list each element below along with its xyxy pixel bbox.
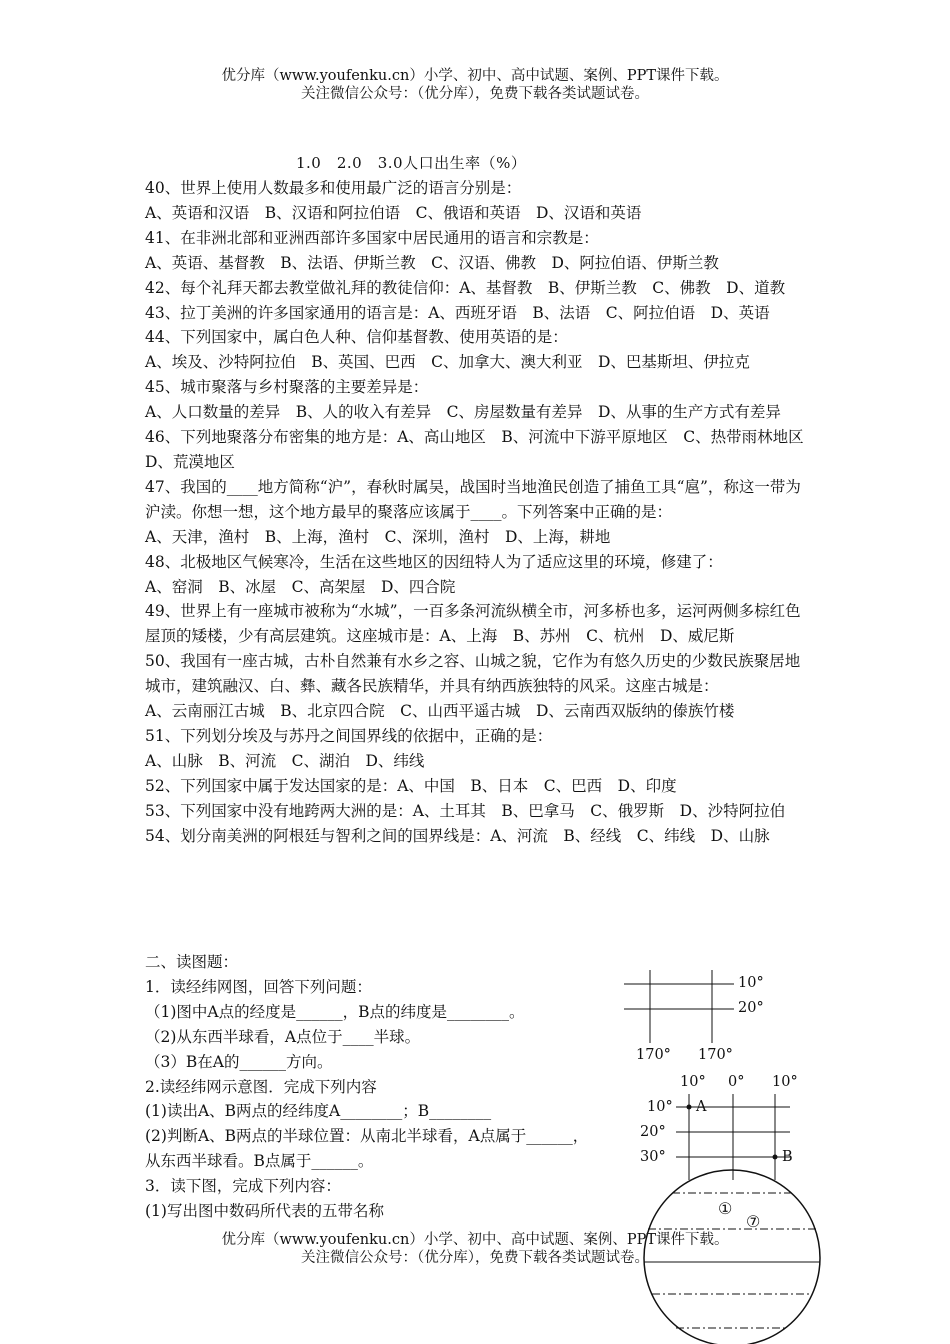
footer-line-2: 关注微信公众号：（优分库），免费下载各类试题试卷。 [301,1250,649,1266]
grid2-point-a-label: A [696,1099,707,1115]
reading-line: (1)读出A、B两点的经纬度A________；B________ [145,1102,492,1121]
grid2-lat-label: 20° [640,1124,666,1140]
question-line: 45、城市聚落与乡村聚落的主要差异是： [145,378,429,397]
grid1-lon-left-label: 170° [636,1047,671,1063]
question-line: 54、划分南美洲的阿根廷与智利之间的国界线是：A、河流 B、经线 C、纬线 D、山脉 [145,826,770,845]
question-line: A、人口数量的差异 B、人的收入有差异 C、房屋数量有差异 D、从事的生产方式有差异 [145,403,781,422]
zone-label-1: ① [718,1199,733,1218]
question-line: 49、世界上有一座城市被称为“水城”，一百多条河流纵横全市，河多桥也多，运河两侧多棕红色屋顶的矮楼，少有高层建筑。这座城市是：A、上海 B、苏州 C、杭州 D、威尼斯 [145,602,801,646]
question-line: 40、世界上使用人数最多和使用最广泛的语言分别是： [145,179,522,197]
footer-line-1: 优分库（www.youfenku.cn）小学、初中、高中试题、案例、PPT课件下载。 [221,1232,729,1248]
question-line: A、天津，渔村 B、上海，渔村 C、深圳，渔村 D、上海，耕地 [145,527,611,546]
question-line: A、埃及、沙特阿拉伯 B、英国、巴西 C、加拿大、澳大利亚 D、巴基斯坦、伊拉克 [145,353,750,372]
question-line: A、英语和汉语 B、汉语和阿拉伯语 C、俄语和英语 D、汉语和英语 [145,203,642,222]
question-line: 41、在非洲北部和亚洲西部许多国家中居民通用的语言和宗教是： [145,228,599,247]
question-line: 47、我国的____地方简称“沪”，春秋时属吴，战国时当地渔民创造了捕鱼工具“扈”，称这一带为沪渎。你想一想，这个地方最早的聚落应该属于____。下列答案中正确的是： [145,477,801,521]
reading-line: （1)图中A点的经度是______，B点的纬度是________。 [145,1002,525,1021]
question-line: A、窑洞 B、冰屋 C、高架屋 D、四合院 [145,577,456,596]
grid1-lat-bottom-label: 20° [738,1000,764,1016]
reading-line: 1．读经纬网图，回答下列问题： [145,977,372,996]
question-line: 51、下列划分埃及与苏丹之间国界线的依据中，正确的是： [145,726,553,745]
grid2-lon-label: 10° [772,1074,798,1090]
question-line: 42、每个礼拜天都去教堂做礼拜的教徒信仰：A、基督教 B、伊斯兰教 C、佛教 D、道教 [145,278,786,297]
grid2-lon-label: 10° [680,1074,706,1090]
reading-line: 2.读经纬网示意图．完成下列内容 [145,1077,377,1096]
reading-line: (1)写出图中数码所代表的五带名称 [145,1202,384,1221]
grid2-lat-label: 30° [640,1149,666,1165]
reading-line: （3）B在A的______方向。 [145,1052,333,1071]
reading-line: 二、读图题： [145,953,239,971]
question-line: 50、我国有一座古城，古朴自然兼有水乡之容、山城之貌，它作为有悠久历史的少数民族聚居地城市，建筑融汉、白、彝、藏各民族精华，并具有纳西族独特的风采。这座古城是： [145,652,801,696]
header-line-1: 优分库（www.youfenku.cn）小学、初中、高中试题、案例、PPT课件下载。 [221,68,729,84]
question-line: 52、下列国家中属于发达国家的是：A、中国 B、日本 C、巴西 D、印度 [145,776,677,795]
grid2-lat-label: 10° [647,1099,673,1115]
grid1-lat-top-label: 10° [738,975,764,991]
grid2-lon-label: 0° [728,1074,745,1090]
zone-label-7: ⑦ [746,1212,761,1231]
question-line: A、山脉 B、河流 C、湖泊 D、纬线 [145,751,425,770]
question-line: 48、北极地区气候寒冷，生活在这些地区的因纽特人为了适应这里的环境，修建了： [145,552,723,571]
chart-caption: 1.0 2.0 3.0人口出生率（%） [296,154,527,172]
reading-line: (2)判断A、B两点的半球位置：从南北半球看，A点属于______， [145,1127,589,1146]
reading-line: （2)从东西半球看，A点位于____半球。 [145,1027,421,1046]
question-line: 53、下列国家中没有地跨两大洲的是：A、土耳其 B、巴拿马 C、俄罗斯 D、沙特阿拉伯 [145,801,786,820]
question-line: 43、拉丁美洲的许多国家通用的语言是：A、西班牙语 B、法语 C、阿拉伯语 D、英语 [145,303,770,322]
question-line: A、英语、基督教 B、法语、伊斯兰教 C、汉语、佛教 D、阿拉伯语、伊斯兰教 [145,253,719,272]
question-line: A、云南丽江古城 B、北京四合院 C、山西平遥古城 D、云南西双版纳的傣族竹楼 [145,702,735,721]
question-line: 46、下列地聚落分布密集的地方是：A、高山地区 B、河流中下游平原地区 C、热带雨林地区 D、荒漠地区 [145,428,820,471]
reading-line: 3．读下图，完成下列内容： [145,1177,341,1196]
grid1-lon-right-label: 170° [698,1047,733,1063]
grid2-point-b-label: B [782,1149,793,1165]
header-line-2: 关注微信公众号：（优分库），免费下载各类试题试卷。 [301,86,649,102]
question-line: 44、下列国家中，属白色人种、信仰基督教、使用英语的是： [145,328,568,347]
reading-line: 从东西半球看。B点属于______。 [145,1152,374,1171]
